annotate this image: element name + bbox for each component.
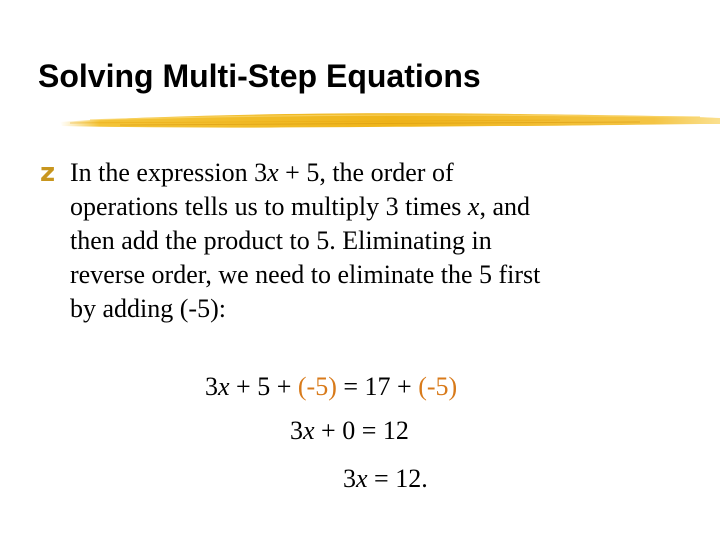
highlighted-term: (-5) bbox=[297, 372, 337, 401]
equation-line-1 bbox=[205, 374, 457, 400]
text-segment: + 5 + bbox=[229, 372, 298, 401]
bullet-line-5: by adding (-5): bbox=[70, 294, 226, 323]
bullet-paragraph bbox=[40, 156, 680, 326]
equation-line-2 bbox=[290, 418, 409, 444]
text-segment: , and bbox=[479, 192, 531, 221]
text-segment: operations tells us to multiply 3 times bbox=[70, 192, 468, 221]
bullet-line-2 bbox=[70, 190, 680, 224]
z-bullet-icon: z bbox=[40, 158, 56, 188]
slide-title: Solving Multi-Step Equations bbox=[38, 58, 481, 94]
coefficient: 3 bbox=[290, 416, 303, 445]
variable-x: x bbox=[356, 464, 368, 493]
bullet-line-3: then add the product to 5. Eliminating in bbox=[70, 226, 492, 255]
coefficient: 3 bbox=[205, 372, 218, 401]
variable-x: x bbox=[303, 416, 315, 445]
text-segment: = 17 + bbox=[336, 372, 419, 401]
variable-x: x bbox=[267, 158, 279, 187]
text-segment: In the expression 3 bbox=[70, 158, 268, 187]
bullet-line-4: reverse order, we need to eliminate the 5 first bbox=[70, 260, 541, 289]
text-segment: + 5, the order of bbox=[278, 158, 454, 187]
variable-x: x bbox=[467, 192, 480, 221]
bullet-line-1 bbox=[40, 156, 680, 190]
coefficient: 3 bbox=[343, 464, 356, 493]
text-segment: = 12. bbox=[367, 464, 428, 493]
equation-line-3 bbox=[343, 466, 428, 492]
text-segment: + 0 = 12 bbox=[314, 416, 409, 445]
variable-x: x bbox=[218, 372, 230, 401]
title-underline-brushstroke bbox=[0, 102, 720, 134]
highlighted-term: (-5) bbox=[418, 372, 458, 401]
